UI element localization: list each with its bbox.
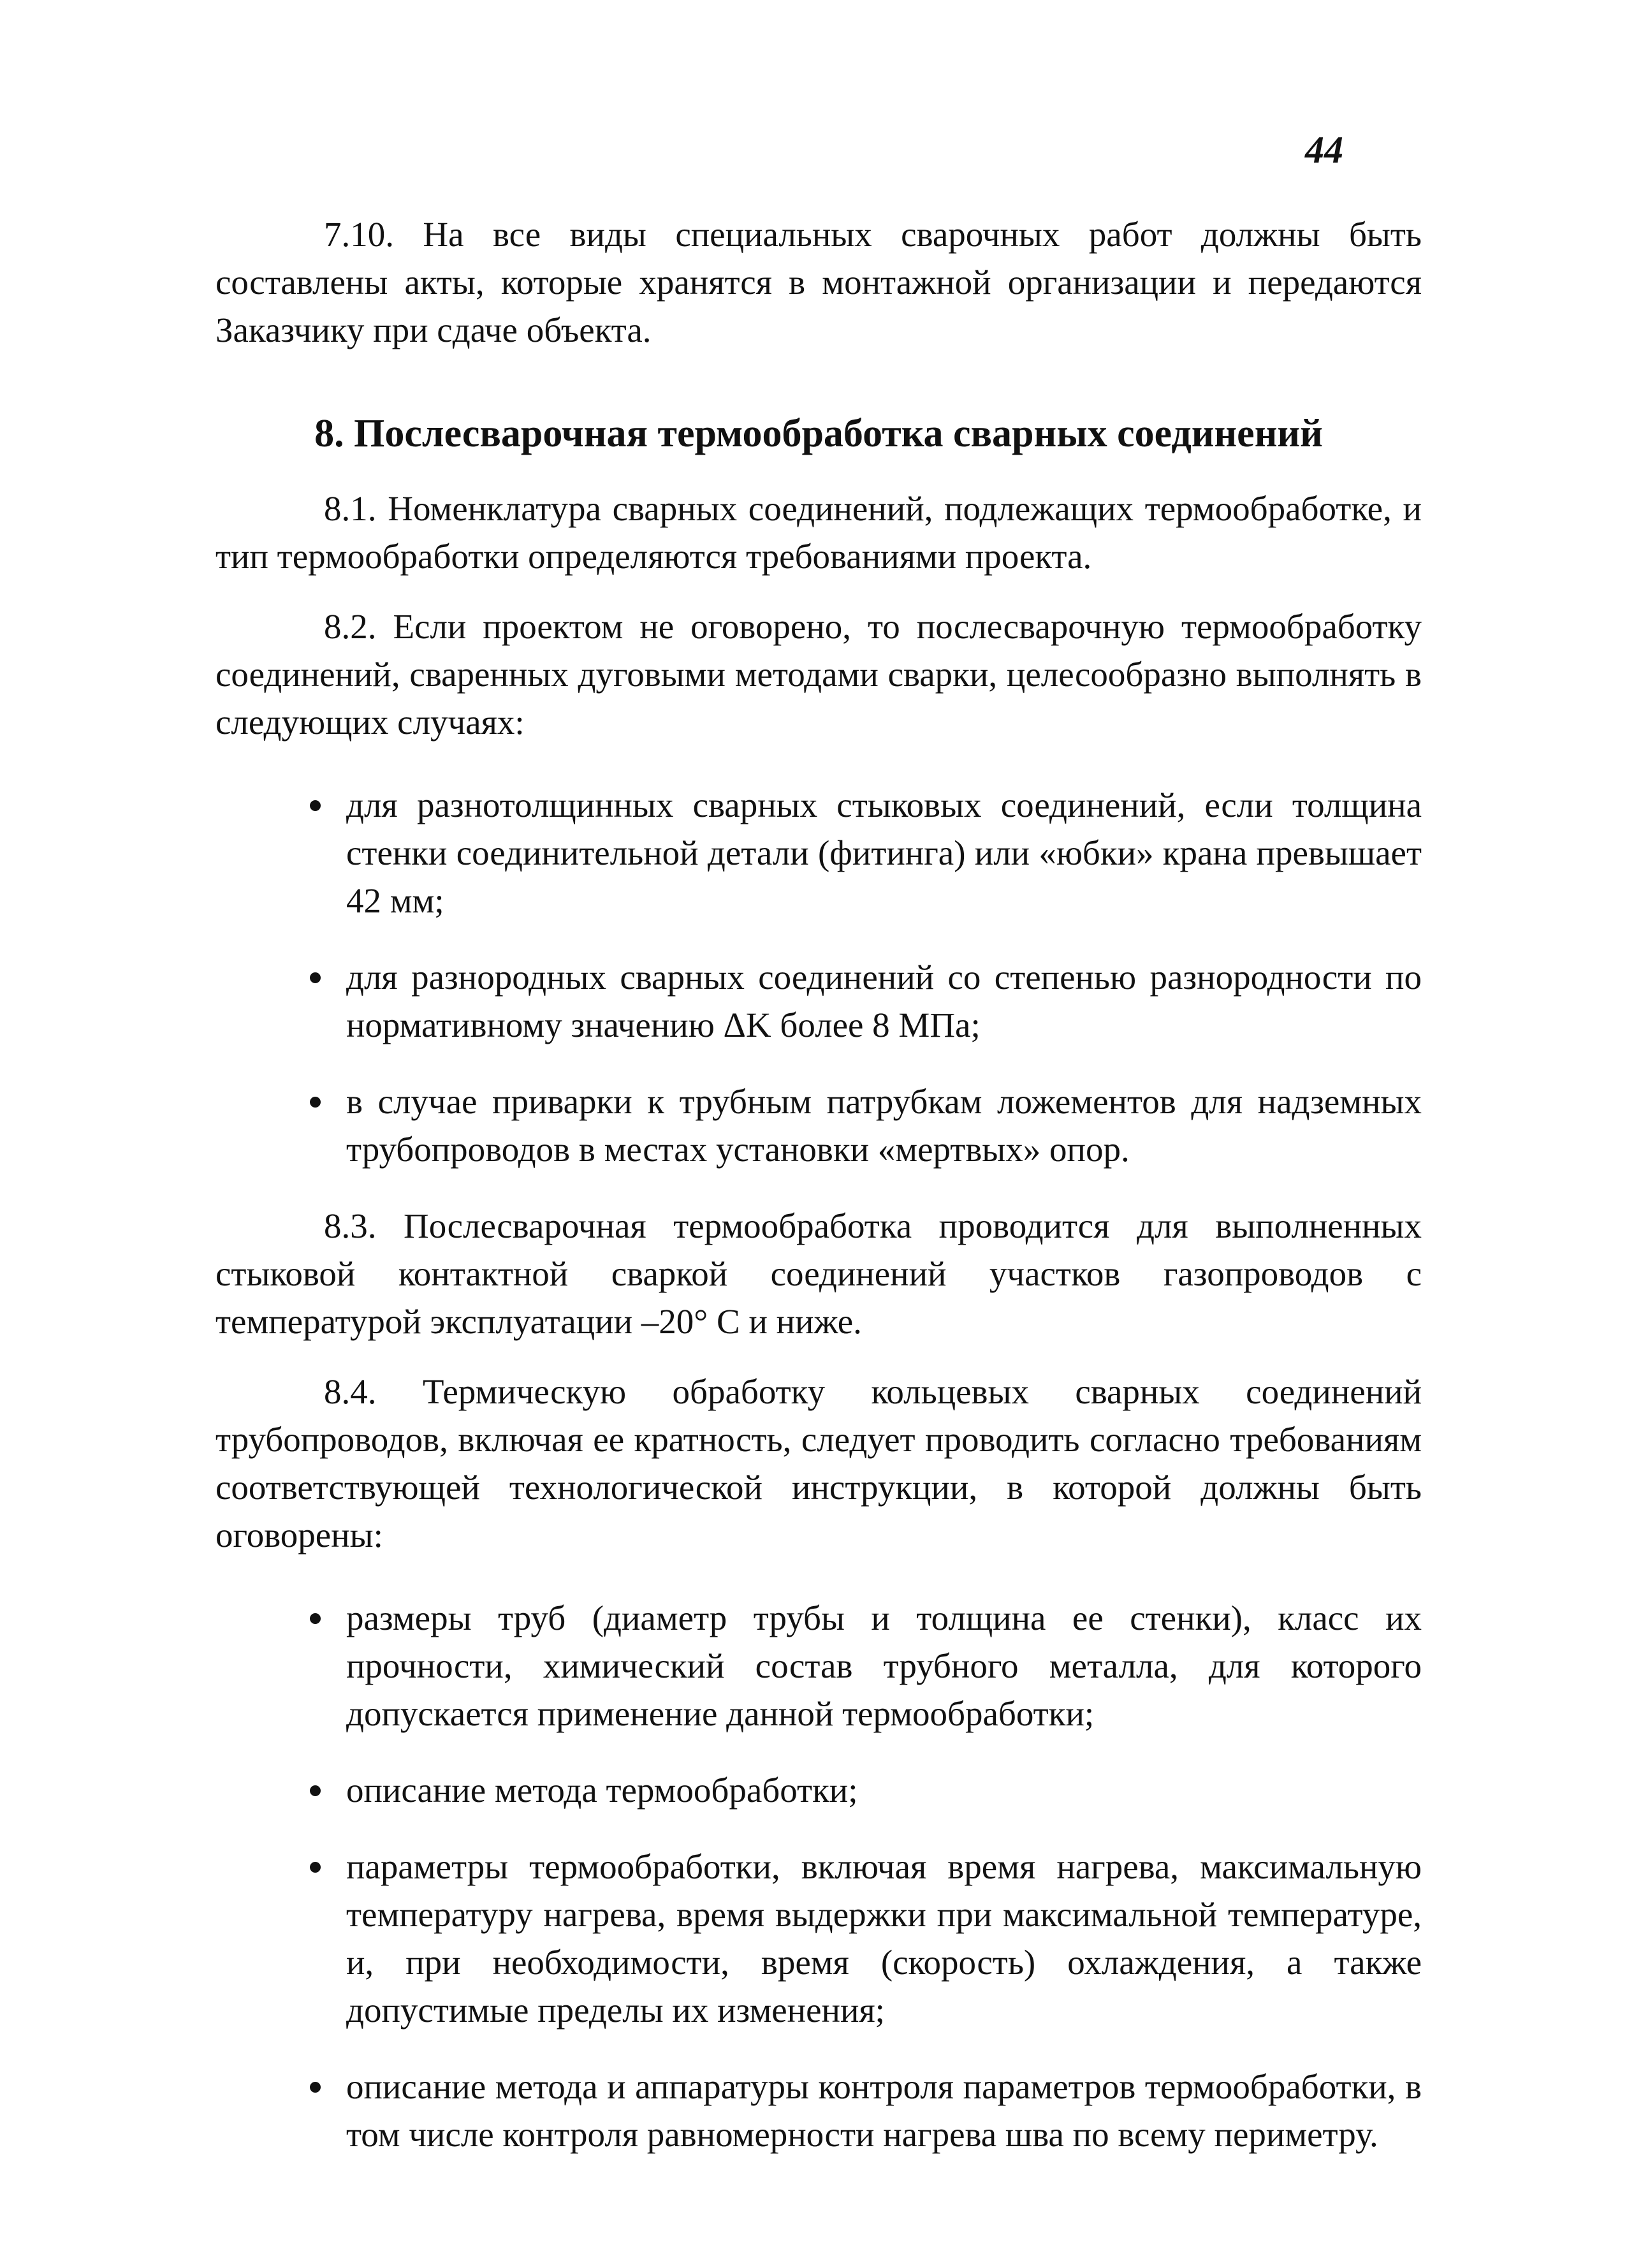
- paragraph-8-4: 8.4. Термическую обработку кольцевых сварных соединений трубопроводов, включая ее кратность, следует проводить согласно требованиям соответствующей технологической инструкции, в которой должны быть оговорены:: [215, 1372, 1422, 1555]
- bullet-icon: [310, 1862, 321, 1873]
- list-8-4: [215, 1594, 1422, 2158]
- list-item-text: описание метода и аппаратуры контроля параметров термообработки, в том числе контроля равномерности нагрева шва по всему периметру.: [346, 2067, 1422, 2154]
- page-content: [215, 210, 1422, 2184]
- paragraph-8-3: 8.3. Послесварочная термообработка проводится для выполненных стыковой контактной сваркой соединений участков газопроводов с температурой эксплуатации –20° C и ниже.: [215, 1206, 1422, 1341]
- list-8-2: [215, 781, 1422, 1173]
- bullet-icon: [310, 1613, 321, 1624]
- list-item: [215, 1843, 1422, 2034]
- list-item: [215, 953, 1422, 1049]
- list-item-text: для разнотолщинных сварных стыковых соединений, если толщина стенки соединительной детали (фитинга) или «юбки» крана превышает 42 мм;: [346, 786, 1422, 920]
- list-item: [215, 1078, 1422, 1173]
- list-item-text: в случае приварки к трубным патрубкам ложементов для надземных трубопроводов в местах установки «мертвых» опор.: [346, 1082, 1422, 1169]
- list-item-text: параметры термообработки, включая время нагрева, максимальную температуру нагрева, время выдержки при максимальной температуре, и, при необходимости, время (скорость) охлаждения, а также допустимые пределы их изменения;: [346, 1847, 1422, 2030]
- list-item: [215, 781, 1422, 925]
- bullet-icon: [310, 1097, 321, 1108]
- list-item-text: описание метода термообработки;: [346, 1771, 858, 1810]
- page-number: 44: [1305, 129, 1343, 171]
- list-item-text: размеры труб (диаметр трубы и толщина ее стенки), класс их прочности, химический состав трубного металла, для которого допускается применение данной термообработки;: [346, 1599, 1422, 1733]
- list-item: [215, 2063, 1422, 2158]
- paragraph-8-2: 8.2. Если проектом не оговорено, то послесварочную термообработку соединений, сваренных дуговыми методами сварки, целесообразно выполнять в следующих случаях:: [215, 607, 1422, 742]
- list-item: [215, 1594, 1422, 1738]
- paragraph-8-1: 8.1. Номенклатура сварных соединений, подлежащих термообработке, и тип термообработки определяются требованиями проекта.: [215, 489, 1422, 576]
- bullet-icon: [310, 2082, 321, 2093]
- bullet-icon: [310, 800, 321, 811]
- bullet-icon: [310, 972, 321, 983]
- list-item: [215, 1766, 1422, 1814]
- paragraph-7-10: 7.10. На все виды специальных сварочных работ должны быть составлены акты, которые хранятся в монтажной организации и передаются Заказчику при сдаче объекта.: [215, 215, 1422, 349]
- bullet-icon: [310, 1785, 321, 1796]
- list-item-text: для разнородных сварных соединений со степенью разнородности по нормативному значению ΔK более 8 МПа;: [346, 958, 1422, 1044]
- section-title: 8. Послесварочная термообработка сварных соединений: [314, 412, 1323, 455]
